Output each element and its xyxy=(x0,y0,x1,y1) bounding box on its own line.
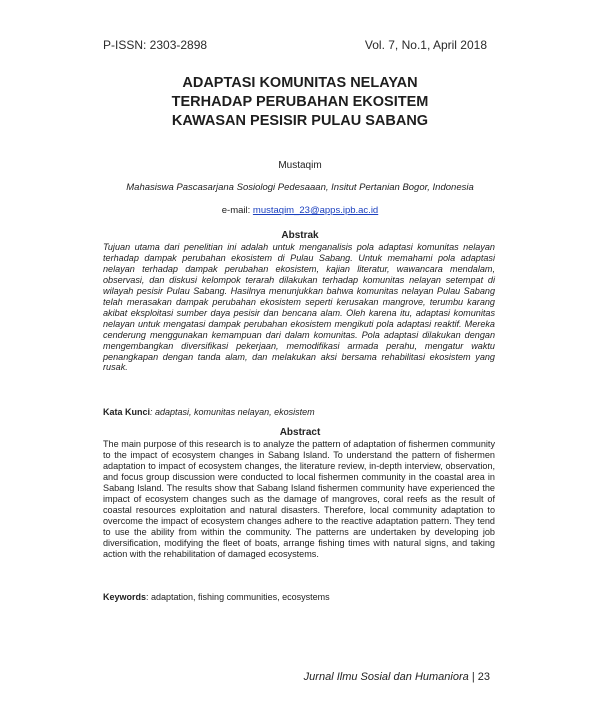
kata-kunci xyxy=(103,407,315,417)
page-footer xyxy=(304,671,490,683)
abstract-text: The main purpose of this research is to analyze the pattern of adaptation of fishermen community to the impact of ecosystem changes in Sabang Island. To understand the pattern of fishermen adaptation to impact of ecosystem changes, the literature review, in-depth interview, observation, and focus group discussion were conducted to local fishermen community in the coastal area in Sabang Island. The results show that Sabang Island fishermen community have experienced the impact of ecosystem changes such as the damage of mangroves, coral reefs as the result of coastal resources exploitation and natural disasters. Therefore, local community adaptation to overcome the impact of ecosystem changes adhere to the reactive adaptation pattern. They tend to use the ability from within the community. The patterns are undertaken by developing job diversification, modifying the fleet of boats, arrange fishing times with natural signs, and taking action with the rehabilitation of damaged ecosystems. xyxy=(103,439,495,559)
keywords-values: : adaptation, fishing communities, ecosystems xyxy=(146,592,330,602)
title-line: ADAPTASI KOMUNITAS NELAYAN xyxy=(182,75,418,91)
author-affiliation: Mahasiswa Pascasarjana Sosiologi Pedesaaan, Insitut Pertanian Bogor, Indonesia xyxy=(126,182,474,193)
keywords-label: Keywords xyxy=(103,592,147,602)
footer-journal: Jurnal Ilmu Sosial dan Humaniora xyxy=(303,671,469,683)
page-number: 23 xyxy=(477,671,490,683)
email-link[interactable]: mustaqim_23@apps.ipb.ac.id xyxy=(252,205,379,216)
email-label: e-mail: xyxy=(221,205,251,216)
author-email xyxy=(0,205,600,216)
title-line: KAWASAN PESISIR PULAU SABANG xyxy=(171,113,429,129)
abstrak-text: Tujuan utama dari penelitian ini adalah untuk menganalisis pola adaptasi komunitas nelayan terhadap dampak perubahan ekosistem di Pulau Sabang. Untuk memahami pola adaptasi nelayan terhadap dampak perubahan ekosistem, kajian literatur, wawancara mendalam, observasi, dan diskusi kelompok terarah dilakukan terhadap komunitas nelayan setempat di wilayah pesisir Pulau Sabang. Hasilnya menunjukkan bahwa komunitas nelayan Pulau Sabang telah merasakan dampak perubahan ekosistem seperti kerusakan mangrove, terumbu karang akibat eksploitasi sumber daya pesisir dan bencana alam. Oleh karena itu, adaptasi komunitas nelayan untuk mengatasi dampak perubahan ekosistem mengikuti pola adaptasi reaktif. Mereka cenderung menggunakan kemampuan dari dalam komunitas. Pola adaptasi dilakukan dengan mengembangkan diversifikasi pekerjaan, memodifikasi armada perahu, mengatur waktu penangkapan dengan tanda alam, dan melakukan aksi bersama rehabilitasi ekosistem yang rusak. xyxy=(103,242,495,373)
footer-separator: | xyxy=(468,671,478,683)
paper-title xyxy=(100,74,500,131)
volume-header: Vol. 7, No.1, April 2018 xyxy=(364,38,487,52)
abstract-heading: Abstract xyxy=(279,427,321,438)
keywords xyxy=(103,592,330,602)
kata-kunci-values: : adaptasi, komunitas nelayan, ekosistem xyxy=(150,407,315,417)
abstrak-heading: Abstrak xyxy=(281,230,319,241)
author-name: Mustaqim xyxy=(278,160,322,171)
title-line: TERHADAP PERUBAHAN EKOSITEM xyxy=(171,94,429,110)
issn-header: P-ISSN: 2303-2898 xyxy=(103,38,208,52)
kata-kunci-label: Kata Kunci xyxy=(103,407,151,417)
